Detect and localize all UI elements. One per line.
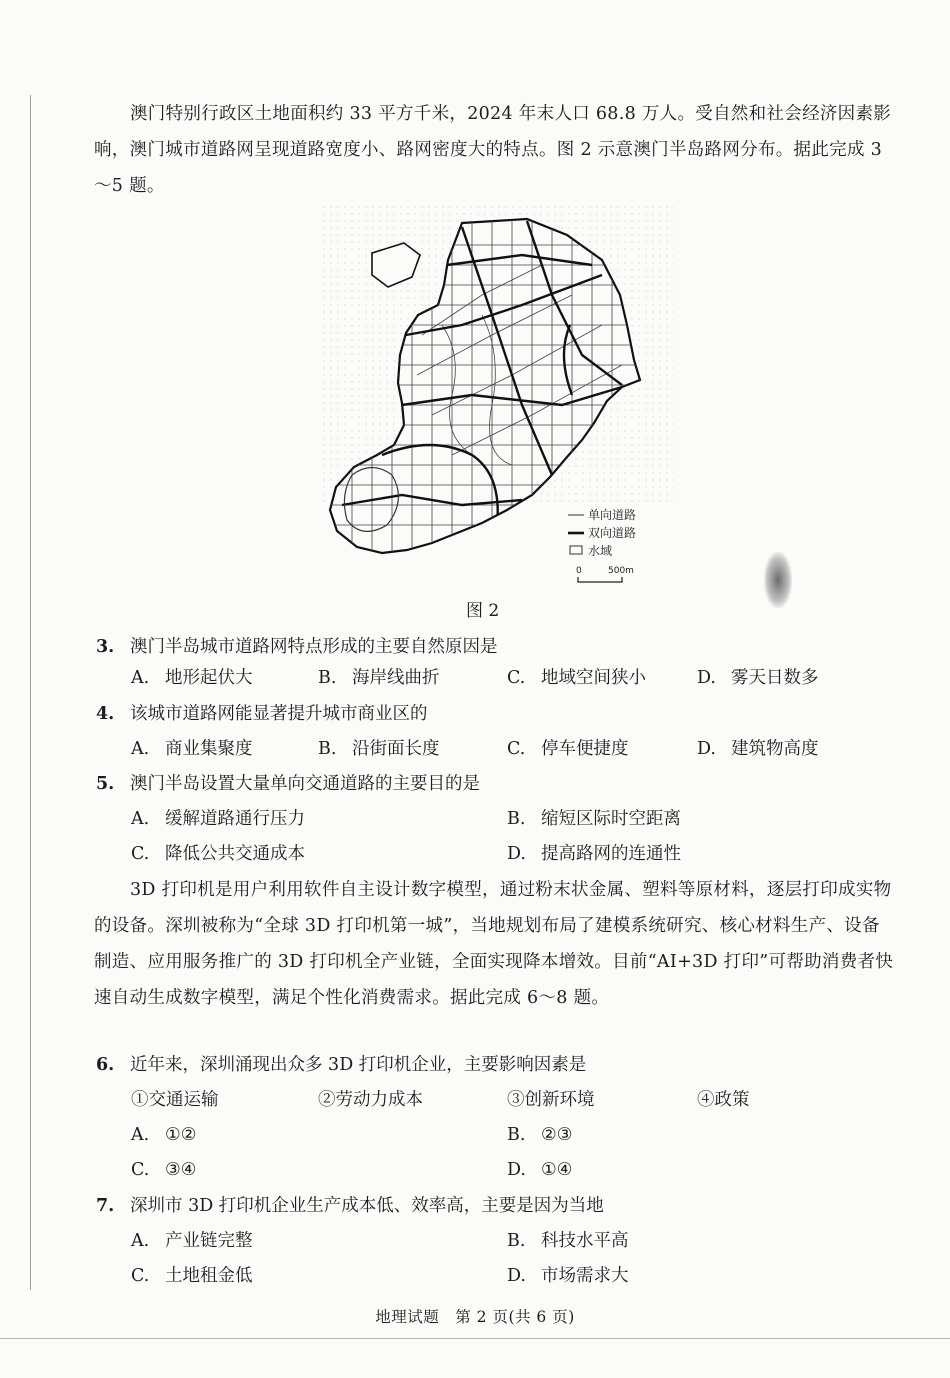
option-letter: D. [507, 1160, 526, 1180]
page-footer: 地理试题 第 2 页(共 6 页) [375, 1308, 575, 1326]
q6-option-a[interactable] [131, 1120, 196, 1150]
passage-macau-text: 澳门特别行政区土地面积约 33 平方千米，2024 年末人口 68.8 万人。受自然和社会经济因素影响，澳门城市道路网呈现道路宽度小、路网密度大的特点。图 2 示意澳门半岛路网分布。据此完成 3～5 题。 [94, 104, 892, 196]
option-text: 产业链完整 [165, 1231, 253, 1251]
question-7 [96, 1191, 604, 1221]
q3-option-d[interactable] [697, 663, 819, 693]
question-number: 3. [96, 637, 115, 657]
question-number: 6. [96, 1055, 115, 1075]
q6-option-c[interactable] [131, 1155, 196, 1185]
question-stem: 近年来，深圳涌现出众多 3D 打印机企业，主要影响因素是 [130, 1055, 587, 1075]
question-3 [96, 632, 498, 662]
option-text: 雾天日数多 [731, 668, 819, 688]
option-text: 商业集聚度 [165, 739, 253, 759]
bottom-rule [0, 1338, 950, 1339]
option-text: 海岸线曲折 [352, 668, 440, 688]
q4-option-a[interactable] [131, 734, 253, 764]
q6-option-b[interactable] [507, 1120, 572, 1150]
q5-option-a[interactable] [131, 804, 305, 834]
legend-water: 水域 [588, 544, 613, 558]
q7-option-c[interactable] [131, 1261, 253, 1291]
question-5 [96, 769, 480, 799]
option-text: ③④ [165, 1160, 197, 1180]
option-letter: B. [318, 739, 337, 759]
option-letter: B. [318, 668, 337, 688]
q4-option-d[interactable] [697, 734, 819, 764]
option-text: 停车便捷度 [541, 739, 629, 759]
option-text: 沿街面长度 [352, 739, 440, 759]
q6-factor-1: ①交通运输 [131, 1090, 219, 1110]
passage-macau [94, 96, 894, 204]
option-text: 降低公共交通成本 [165, 844, 305, 864]
q7-option-d[interactable] [507, 1261, 629, 1291]
question-stem: 澳门半岛设置大量单向交通道路的主要目的是 [130, 774, 480, 794]
passage-3d-printing [94, 872, 894, 1016]
question-number: 5. [96, 774, 115, 794]
option-letter: A. [131, 668, 150, 688]
question-stem: 该城市道路网能显著提升城市商业区的 [130, 704, 428, 724]
legend-one-way: 单向道路 [588, 508, 637, 522]
option-text: ①④ [541, 1160, 573, 1180]
option-text: 地域空间狭小 [541, 668, 646, 688]
option-text: 市场需求大 [541, 1266, 629, 1286]
map-legend [568, 508, 636, 582]
q5-option-c[interactable] [131, 839, 305, 869]
macau-road-network-map [322, 205, 674, 587]
legend-water-swatch [570, 546, 582, 554]
option-letter: D. [697, 739, 716, 759]
scan-smudge [764, 552, 792, 608]
option-letter: D. [507, 1266, 526, 1286]
q5-option-b[interactable] [507, 804, 681, 834]
q4-option-b[interactable] [318, 734, 440, 764]
option-text: 科技水平高 [541, 1231, 629, 1251]
q6-factor-3: ③创新环境 [507, 1090, 595, 1110]
option-text: ①② [165, 1125, 197, 1145]
q6-factor-2: ②劳动力成本 [318, 1090, 423, 1110]
q7-option-b[interactable] [507, 1226, 629, 1256]
scale-zero: 0 [576, 566, 582, 576]
option-letter: A. [131, 739, 150, 759]
q4-option-c[interactable] [507, 734, 629, 764]
option-letter: B. [507, 1125, 526, 1145]
option-letter: A. [131, 1231, 150, 1251]
q6-option-d[interactable] [507, 1155, 572, 1185]
question-6 [96, 1050, 586, 1080]
question-number: 7. [96, 1196, 115, 1216]
q3-option-c[interactable] [507, 663, 646, 693]
option-letter: C. [131, 844, 150, 864]
q7-option-a[interactable] [131, 1226, 253, 1256]
option-letter: B. [507, 1231, 526, 1251]
q6-factor-4: ④政策 [697, 1090, 750, 1110]
question-stem: 澳门半岛城市道路网特点形成的主要自然原因是 [130, 637, 498, 657]
option-letter: A. [131, 809, 150, 829]
option-text: 缓解道路通行压力 [165, 809, 305, 829]
option-letter: D. [507, 844, 526, 864]
left-margin-line [30, 95, 31, 1290]
option-letter: C. [131, 1266, 150, 1286]
option-letter: B. [507, 809, 526, 829]
option-text: ②③ [541, 1125, 573, 1145]
q3-option-a[interactable] [131, 663, 253, 693]
option-letter: C. [507, 668, 526, 688]
legend-two-way: 双向道路 [588, 526, 637, 540]
scale-distance: 500m [608, 566, 634, 576]
figure-caption: 图 2 [466, 601, 500, 621]
option-text: 建筑物高度 [731, 739, 819, 759]
question-4 [96, 699, 428, 729]
option-letter: C. [507, 739, 526, 759]
option-text: 提高路网的连通性 [541, 844, 681, 864]
option-letter: D. [697, 668, 716, 688]
q3-option-b[interactable] [318, 663, 440, 693]
q5-option-d[interactable] [507, 839, 681, 869]
question-stem: 深圳市 3D 打印机企业生产成本低、效率高，主要是因为当地 [130, 1196, 604, 1216]
passage-3d-printing-text: 3D 打印机是用户利用软件自主设计数字模型，通过粉末状金属、塑料等原材料，逐层打印成实物的设备。深圳被称为“全球 3D 打印机第一城”，当地规划布局了建模系统研究、核心材料生产、设备制造、应用服务推广的 3D 打印机全产业链，全面实现降本增效。目前“AI+3D 打印”可帮助消费者快速自动生成数字模型，满足个性化消费需求。据此完成 6～8 题。 [94, 880, 894, 1008]
option-text: 土地租金低 [165, 1266, 253, 1286]
option-text: 地形起伏大 [165, 668, 253, 688]
question-number: 4. [96, 704, 115, 724]
option-letter: A. [131, 1125, 150, 1145]
option-letter: C. [131, 1160, 150, 1180]
scale-bar [578, 577, 622, 582]
option-text: 缩短区际时空距离 [541, 809, 681, 829]
